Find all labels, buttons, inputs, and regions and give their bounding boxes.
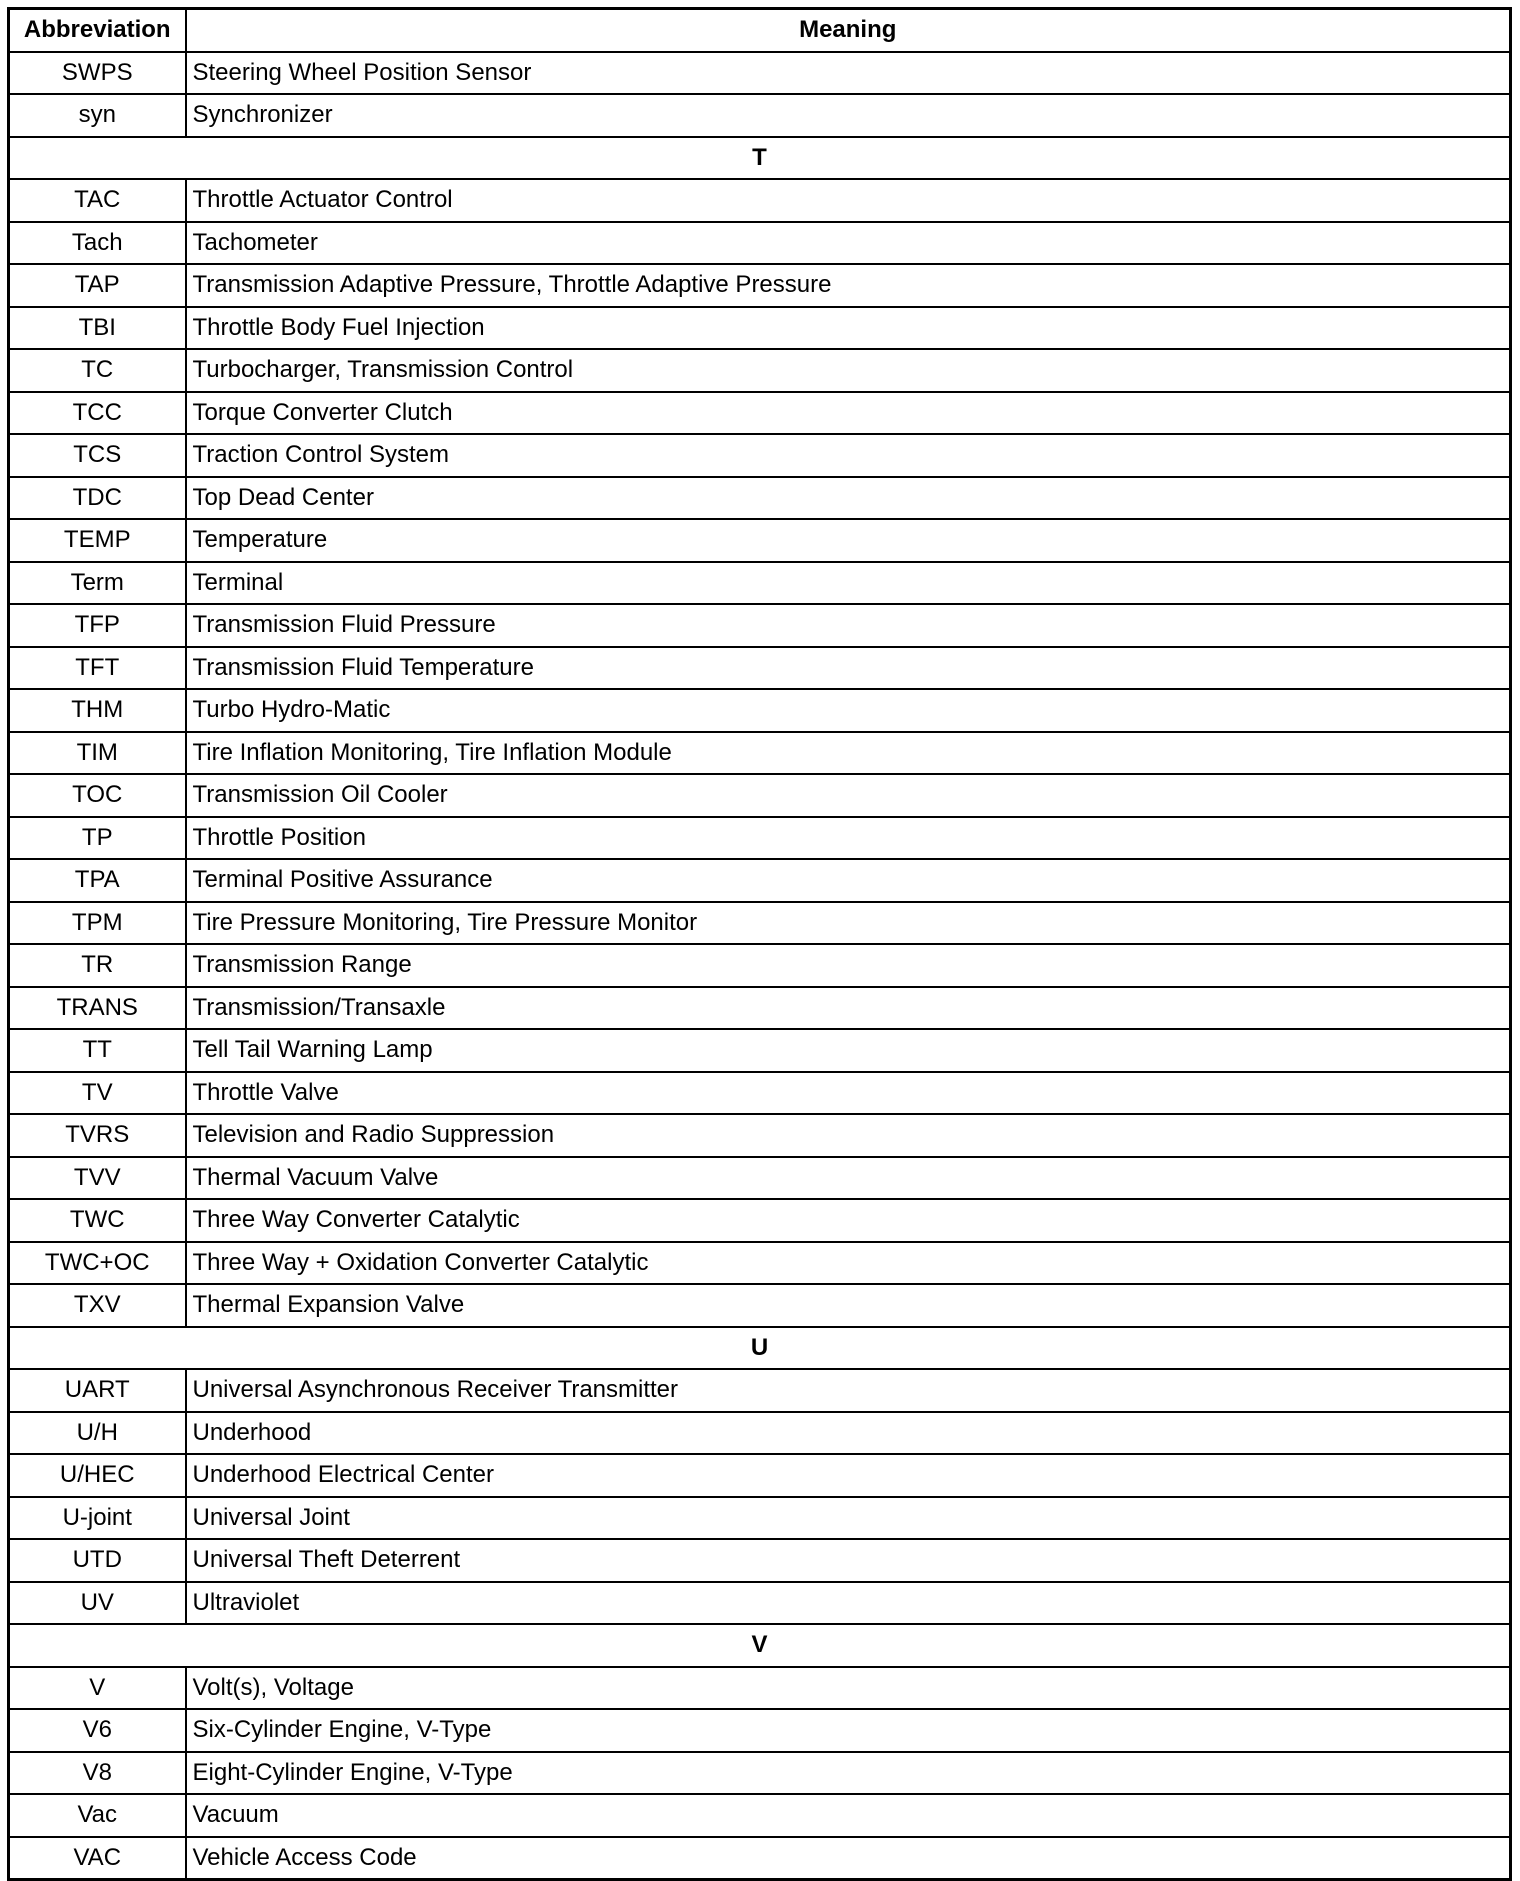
abbreviation-cell: V8 [9, 1752, 186, 1795]
table-row [9, 774, 1511, 817]
meaning-cell: Traction Control System [186, 434, 1511, 477]
table-row [9, 1029, 1511, 1072]
table-row [9, 1284, 1511, 1327]
meaning-cell: Tachometer [186, 222, 1511, 265]
abbreviation-cell: TFT [9, 647, 186, 690]
abbreviation-cell: TDC [9, 477, 186, 520]
table-row [9, 1369, 1511, 1412]
abbreviation-cell: V [9, 1667, 186, 1710]
meaning-cell: Throttle Actuator Control [186, 179, 1511, 222]
meaning-cell: Ultraviolet [186, 1582, 1511, 1625]
table-row [9, 689, 1511, 732]
section-row [9, 137, 1511, 180]
abbreviation-cell: TBI [9, 307, 186, 350]
abbreviation-cell: TVRS [9, 1114, 186, 1157]
meaning-cell: Underhood Electrical Center [186, 1454, 1511, 1497]
section-letter: U [9, 1327, 1511, 1370]
abbreviation-cell: Tach [9, 222, 186, 265]
meaning-cell: Transmission Range [186, 944, 1511, 987]
meaning-cell: Underhood [186, 1412, 1511, 1455]
meaning-cell: Tire Pressure Monitoring, Tire Pressure Monitor [186, 902, 1511, 945]
abbreviation-cell: TIM [9, 732, 186, 775]
table-row [9, 1709, 1511, 1752]
table-row [9, 902, 1511, 945]
abbreviation-cell: TC [9, 349, 186, 392]
abbreviation-cell: TAC [9, 179, 186, 222]
section-row [9, 1624, 1511, 1667]
table-row [9, 1072, 1511, 1115]
meaning-cell: Universal Joint [186, 1497, 1511, 1540]
meaning-cell: Steering Wheel Position Sensor [186, 52, 1511, 95]
table-header [9, 9, 1511, 52]
meaning-cell: Three Way Converter Catalytic [186, 1199, 1511, 1242]
abbreviation-cell: syn [9, 94, 186, 137]
table-row [9, 1667, 1511, 1710]
abbreviation-cell: TCS [9, 434, 186, 477]
abbreviation-cell: TWC [9, 1199, 186, 1242]
abbreviation-cell: UART [9, 1369, 186, 1412]
abbreviation-cell: TOC [9, 774, 186, 817]
table-row [9, 1837, 1511, 1880]
abbreviation-cell: V6 [9, 1709, 186, 1752]
section-letter: V [9, 1624, 1511, 1667]
meaning-cell: Television and Radio Suppression [186, 1114, 1511, 1157]
meaning-cell: Three Way + Oxidation Converter Catalytic [186, 1242, 1511, 1285]
header-abbreviation: Abbreviation [9, 9, 186, 52]
meaning-cell: Transmission/Transaxle [186, 987, 1511, 1030]
table-row [9, 604, 1511, 647]
table-row [9, 392, 1511, 435]
table-row [9, 264, 1511, 307]
meaning-cell: Volt(s), Voltage [186, 1667, 1511, 1710]
table-row [9, 94, 1511, 137]
meaning-cell: Terminal Positive Assurance [186, 859, 1511, 902]
meaning-cell: Throttle Body Fuel Injection [186, 307, 1511, 350]
abbreviation-cell: VAC [9, 1837, 186, 1880]
meaning-cell: Synchronizer [186, 94, 1511, 137]
meaning-cell: Torque Converter Clutch [186, 392, 1511, 435]
table-row [9, 732, 1511, 775]
meaning-cell: Throttle Valve [186, 1072, 1511, 1115]
meaning-cell: Transmission Oil Cooler [186, 774, 1511, 817]
table-body [9, 52, 1511, 1880]
section-letter: T [9, 137, 1511, 180]
table-row [9, 1454, 1511, 1497]
abbreviation-cell: Vac [9, 1794, 186, 1837]
abbreviation-cell: TRANS [9, 987, 186, 1030]
abbreviation-cell: TWC+OC [9, 1242, 186, 1285]
meaning-cell: Universal Theft Deterrent [186, 1539, 1511, 1582]
table-row [9, 434, 1511, 477]
table-row [9, 859, 1511, 902]
abbreviation-cell: TR [9, 944, 186, 987]
meaning-cell: Transmission Fluid Temperature [186, 647, 1511, 690]
abbreviation-cell: TPM [9, 902, 186, 945]
abbreviation-cell: TEMP [9, 519, 186, 562]
table-row [9, 52, 1511, 95]
abbreviation-cell: THM [9, 689, 186, 732]
table-row [9, 1794, 1511, 1837]
abbreviation-cell: TV [9, 1072, 186, 1115]
table-row [9, 222, 1511, 265]
meaning-cell: Thermal Expansion Valve [186, 1284, 1511, 1327]
table-row [9, 1582, 1511, 1625]
abbreviation-cell: TXV [9, 1284, 186, 1327]
meaning-cell: Terminal [186, 562, 1511, 605]
abbreviation-cell: UTD [9, 1539, 186, 1582]
meaning-cell: Turbo Hydro-Matic [186, 689, 1511, 732]
abbreviation-cell: UV [9, 1582, 186, 1625]
table-row [9, 1199, 1511, 1242]
meaning-cell: Top Dead Center [186, 477, 1511, 520]
meaning-cell: Temperature [186, 519, 1511, 562]
meaning-cell: Vacuum [186, 1794, 1511, 1837]
meaning-cell: Six-Cylinder Engine, V-Type [186, 1709, 1511, 1752]
abbreviation-cell: U-joint [9, 1497, 186, 1540]
table-row [9, 817, 1511, 860]
abbreviation-cell: U/H [9, 1412, 186, 1455]
table-row [9, 179, 1511, 222]
table-row [9, 1242, 1511, 1285]
abbreviations-sheet [7, 7, 1512, 1881]
abbreviation-cell: SWPS [9, 52, 186, 95]
section-row [9, 1327, 1511, 1370]
meaning-cell: Thermal Vacuum Valve [186, 1157, 1511, 1200]
table-row [9, 519, 1511, 562]
header-row [9, 9, 1511, 52]
abbreviation-cell: TPA [9, 859, 186, 902]
abbreviation-cell: TCC [9, 392, 186, 435]
table-row [9, 987, 1511, 1030]
table-row [9, 1114, 1511, 1157]
meaning-cell: Eight-Cylinder Engine, V-Type [186, 1752, 1511, 1795]
abbreviation-cell: U/HEC [9, 1454, 186, 1497]
table-row [9, 1412, 1511, 1455]
table-row [9, 647, 1511, 690]
table-row [9, 349, 1511, 392]
meaning-cell: Vehicle Access Code [186, 1837, 1511, 1880]
meaning-cell: Transmission Fluid Pressure [186, 604, 1511, 647]
table-row [9, 307, 1511, 350]
abbreviations-table [7, 7, 1512, 1881]
meaning-cell: Tire Inflation Monitoring, Tire Inflation Module [186, 732, 1511, 775]
table-row [9, 1497, 1511, 1540]
table-row [9, 1539, 1511, 1582]
meaning-cell: Tell Tail Warning Lamp [186, 1029, 1511, 1072]
table-row [9, 1752, 1511, 1795]
abbreviation-cell: TAP [9, 264, 186, 307]
table-row [9, 1157, 1511, 1200]
meaning-cell: Transmission Adaptive Pressure, Throttle Adaptive Pressure [186, 264, 1511, 307]
meaning-cell: Universal Asynchronous Receiver Transmitter [186, 1369, 1511, 1412]
abbreviation-cell: Term [9, 562, 186, 605]
abbreviation-cell: TFP [9, 604, 186, 647]
abbreviation-cell: TT [9, 1029, 186, 1072]
table-row [9, 944, 1511, 987]
abbreviation-cell: TVV [9, 1157, 186, 1200]
meaning-cell: Throttle Position [186, 817, 1511, 860]
header-meaning: Meaning [186, 9, 1511, 52]
abbreviation-cell: TP [9, 817, 186, 860]
table-row [9, 477, 1511, 520]
table-row [9, 562, 1511, 605]
meaning-cell: Turbocharger, Transmission Control [186, 349, 1511, 392]
